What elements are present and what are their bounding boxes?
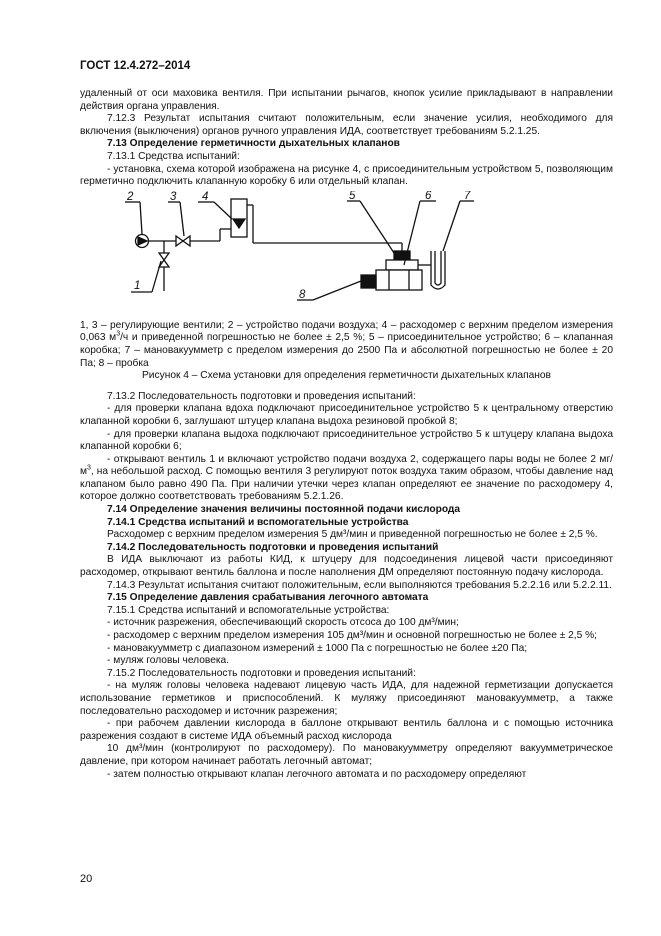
paragraph: 7.12.3 Результат испытания считают положительным, если значение усилия, необходимого для включения (выключения) органов ручного управления ИДА, соответствует требованиям 5.2.1.25. (80, 113, 613, 137)
page-number: 20 (80, 873, 93, 885)
paragraph: - установка, схема которой изображена на рисунке 4, с присоединительным устройством 5, позволяющим герметично подключить клапанную коробку 6 или отдельный клапан. (80, 163, 613, 188)
list-item: - расходомер с верхним пределом измерения 105 дм³/мин и основной погрешностью не более ± 2,5 %; (107, 630, 597, 641)
valve-box-symbol (376, 270, 422, 290)
list-item: - на муляж головы человека надевают лицевую часть ИДА, для надежной герметизации допускается использование герметиков и приспособлений. К муляжу присоединяют мановакуумметр, а также последовательно расходомер и источник разрежения; (80, 680, 613, 717)
figure-legend: 1, 3 – регулирующие вентили; 2 – устройство подачи воздуха; 4 – расходомер с верхним пределом измерения 0,063 $м^3/ч$ и приведенной погрешностью не более ± 2,5 %; 5 – присоединительное устройство; 6 – клапанная коробка; 7 – мановакуумметр с пределом измерения до 2500 Па и абсолютной погрешностью не более ± 20 Па; 8 – пробка (80, 319, 613, 369)
figure-label-1: 1 (134, 279, 141, 292)
valve-3-symbol (176, 236, 190, 246)
paragraph: Расходомер с верхним пределом измерения 5 дм³/мин и приведенной погрешностью не более ± 2,5 %. (107, 529, 598, 541)
paragraph: - открывают вентиль 1 и включают устройство подачи воздуха 2, содержащего пары воды не более 2 $мг/м^3$, на небольшой расход. С помощью вентиля 3 регулируют поток воздуха таким образом, чтобы давление над клапаном было равно 490 Па. При наличии утечки через клапан определяют ее значение по расходомеру 4, которое должно соответствовать требованиям 5.2.1.26. (80, 453, 613, 503)
figure-label-5: 5 (349, 190, 356, 202)
body-text (80, 88, 613, 781)
figure-label-4: 4 (202, 190, 209, 203)
list-item: - мановакуумметр с диапазоном измерений ± 1000 Па с погрешностью не более ±20 Па; (107, 642, 528, 654)
figure-label-2: 2 (127, 190, 134, 203)
subsection-heading: 7.14.2 Последовательность подготовки и проведения испытаний (107, 541, 439, 553)
paragraph: В ИДА выключают из работы КИД, к штуцеру для подсоединения лицевой части присоединяют расходомер, открывают вентиль баллона и после наполнения ДМ определяют постоянную подачу кислорода. (80, 554, 613, 579)
list-item: - источник разрежения, обеспечивающий скорость отсоса до 100 дм³/мин; (107, 617, 459, 629)
figure-label-8: 8 (299, 288, 306, 301)
paragraph: 7.13.1 Средства испытаний: (107, 150, 240, 162)
paragraph: удаленный от оси маховика вентиля. При испытании рычагов, кнопок усилие прикладывают в направлении действия органа управления. (80, 88, 613, 112)
list-item: - при рабочем давлении кислорода в баллоне открывают вентиль баллона и с помощью источника разрежения создают в системе ИДА объемный расход кислорода (80, 718, 613, 742)
paragraph: 7.13.2 Последовательность подготовки и проведения испытаний: (107, 390, 416, 402)
subsection-heading: 7.14.1 Средства испытаний и вспомогательные устройства (107, 516, 409, 528)
section-heading: 7.14 Определение значения величины постоянной подачи кислорода (107, 504, 461, 516)
paragraph: - для проверки клапана вдоха подключают присоединительное устройство 5 к центральному отверстию клапанной коробки 6, заглушают штуцер клапана выдоха резиновой пробкой 8; (80, 403, 613, 427)
figure-caption: Рисунок 4 – Схема установки для определения герметичности дыхательных клапанов (142, 370, 551, 382)
manometer-symbol (431, 251, 445, 289)
figure-label-3: 3 (170, 190, 177, 203)
figure-4-diagram (98, 191, 598, 318)
list-item: - затем полностью открывают клапан легочного автомата и по расходомеру определяют (107, 768, 527, 780)
flowmeter-symbol (231, 199, 247, 237)
figure-label-7: 7 (464, 190, 471, 202)
document-header: ГОСТ 12.4.272–2014 (80, 60, 191, 72)
section-heading: 7.15 Определение давления срабатывания легочного автомата (107, 592, 429, 604)
paragraph: 7.15.1 Средства испытаний и вспомогательные устройства: (107, 604, 390, 616)
paragraph: - для проверки клапана выдоха подключают присоединительное устройство 5 к штуцеру клапана выдоха клапанной коробки 6; (80, 428, 613, 453)
paragraph: 7.14.3 Результат испытания считают положительным, если выполняются требования 5.2.2.16 или 5.2.2.11. (107, 579, 612, 591)
paragraph: 7.15.2 Последовательность подготовки и проведения испытаний: (107, 667, 416, 679)
section-heading: 7.13 Определение герметичности дыхательных клапанов (107, 138, 400, 150)
paragraph: 10 дм³/мин (контролируют по расходомеру). По мановакуумметру определяют вакуумметрическое давление, при котором начинает работать легочный автомат; (80, 743, 613, 767)
figure-label-6: 6 (425, 190, 432, 202)
list-item: - муляж головы человека. (107, 655, 230, 667)
